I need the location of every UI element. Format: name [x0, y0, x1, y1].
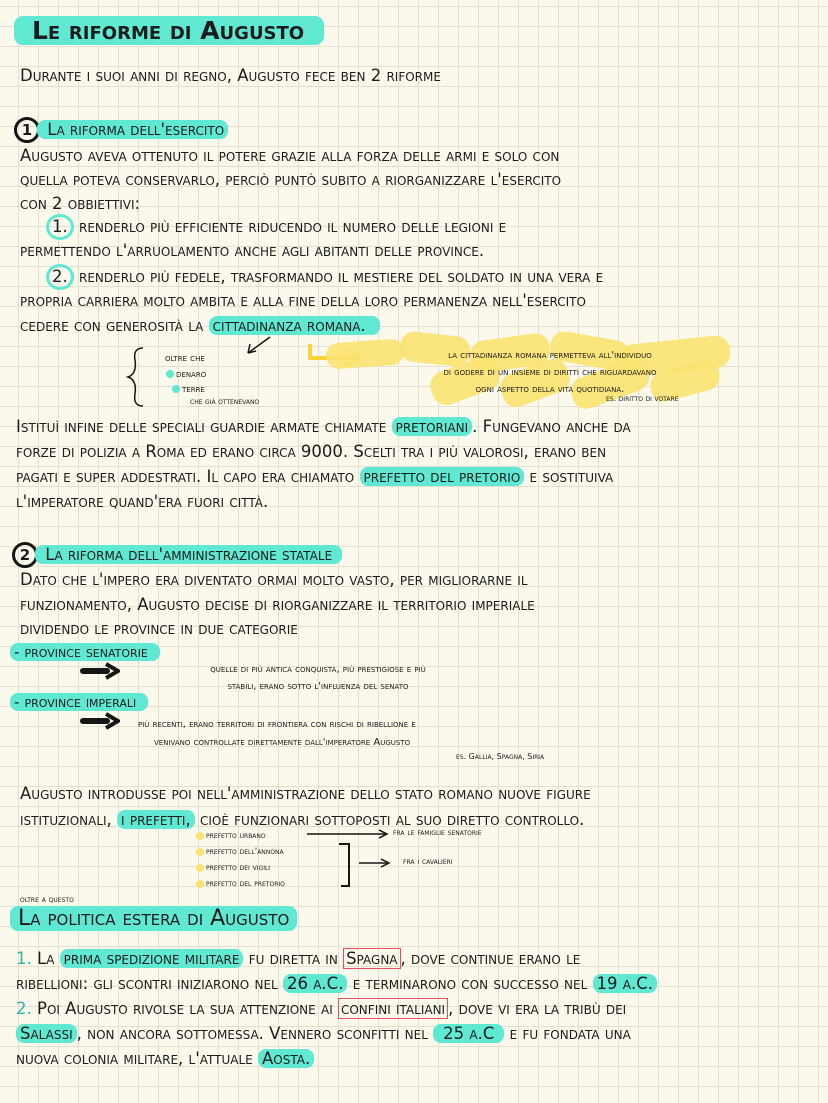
gia-ottenevano: che già ottenevano	[190, 397, 260, 406]
arrow-head-icon	[104, 662, 120, 680]
section2-title: La riforma dell'amministrazione statale	[35, 545, 342, 564]
objective-2-text: renderlo più fedele, trasformando il mestiere del soldato in una vera e	[79, 267, 604, 286]
page-title: Le riforme di Augusto	[14, 16, 324, 45]
terre-item: terre	[172, 384, 205, 395]
section1-title: La riforma dell'esercito	[37, 120, 228, 139]
pretoriani-highlight: pretoriani	[392, 417, 473, 436]
arrow-head-icon	[104, 712, 120, 730]
section2-heading	[12, 542, 342, 568]
foreign-paragraph: 1. La prima spedizione militare fu diretta in Spagna , dove continue erano le ribellioni: gli scontri iniziarono nel 26 a.C. e terminarono con successo nel 19 a.C. 2. Poi Augusto rivolse la sua attenzione ai confini italiani , dove vi era la tribù dei Salassi , non ancora sottomessa. Vennero sconfitti nel 25 a.C e fu fondata una nuova colonia militare, l'attuale Aosta.	[16, 946, 657, 1071]
objective-2	[46, 264, 603, 290]
yellow-dot-icon	[196, 880, 204, 888]
salassi-highlight: Salassi	[16, 1024, 77, 1043]
intro-text: Durante i suoi anni di regno, Augusto fece ben 2 riforme	[20, 66, 441, 85]
oltre-questo: oltre a questo	[20, 895, 74, 905]
prefetti-paragraph: Augusto introdusse poi nell'amministrazione dello stato romano nuove figure istituzionali, i prefetti, cioè funzionari sottoposti al suo diretto controllo.	[20, 784, 591, 829]
year-26-highlight: 26 a.C.	[283, 974, 347, 993]
diritto-votare: es. diritto di votare	[606, 394, 679, 403]
list-item: prefetto urbano	[196, 828, 285, 844]
year-19-highlight: 19 a.C.	[593, 974, 657, 993]
prefetti-arrows-icon	[305, 826, 395, 892]
aosta-highlight: Aosta.	[258, 1049, 314, 1068]
confini-box: confini italiani	[338, 998, 448, 1019]
objective-1-number: 1.	[46, 214, 74, 240]
cittadinanza-note: la cittadinanza romana permetteva all'individuo di godere di un insieme di diritti che riguardavano ogni aspetto della vita quotidiana.	[443, 350, 657, 395]
foreign-heading: La politica estera di Augusto	[10, 906, 297, 931]
objective-2-cont2: cedere con generosità la cittadinanza romana.	[20, 316, 380, 335]
objective-1	[46, 214, 506, 240]
spedizione-highlight: prima spedizione militare	[60, 949, 244, 968]
prefetto-pretorio-highlight: prefetto del pretorio	[360, 467, 525, 486]
arrow-up-left-icon	[240, 334, 274, 358]
spagna-box: Spagna	[343, 948, 400, 969]
objective-2-cont: propria carriera molto ambita e alla fine della loro permanenza nell'esercito	[20, 291, 586, 310]
prefetti-highlight: i prefetti,	[117, 810, 195, 829]
teal-dot-icon	[172, 385, 180, 393]
teal-dot-icon	[166, 370, 174, 378]
list-item: prefetto del pretorio	[196, 876, 285, 892]
section1-number: 1	[14, 117, 40, 143]
province-senatorie: - province senatorie	[10, 643, 160, 661]
section1-line: quella poteva conservarlo, perciò puntò subito a riorganizzare l'esercito	[20, 170, 562, 189]
list-item: prefetto dei vigili	[196, 860, 285, 876]
section1-line: con 2 obbiettivi:	[20, 194, 141, 213]
gallia-example: es. Gallia, Spagna, Siria	[456, 752, 545, 761]
objective-1-cont: permettendo l'arruolamento anche agli abitanti delle province.	[20, 241, 485, 260]
senatorie-desc: quelle di più antica conquista, più prestigiose e più stabili, erano sotto l'influenza del senato	[210, 664, 426, 692]
objective-2-number: 2.	[46, 264, 74, 290]
year-25-highlight: 25 a.C	[433, 1024, 504, 1043]
yellow-dot-icon	[196, 832, 204, 840]
denaro-item: denaro	[166, 369, 206, 380]
brace-icon	[125, 346, 147, 408]
section1-body	[20, 144, 561, 216]
province-imperali: - province imperali	[10, 693, 148, 711]
section1-line: Augusto aveva ottenuto il potere grazie alla forza delle armi e solo con	[20, 146, 560, 165]
cittadinanza-highlight: cittadinanza romana.	[209, 316, 380, 335]
oltre-che: oltre che	[165, 353, 205, 364]
fra-famiglie: fra le famiglie senatorie	[393, 828, 482, 838]
section2-body: Dato che l'impero era diventato ormai molto vasto, per migliorarne il funzionamento, Augusto decise di riorganizzare il territorio imperiale dividendo le province in due categorie	[20, 570, 535, 638]
section1-heading	[14, 117, 228, 143]
prefetti-list	[196, 828, 285, 892]
list-item: prefetto dell'annona	[196, 844, 285, 860]
pretoriani-paragraph: Istituì infine delle speciali guardie armate chiamate pretoriani . Fungevano anche da forze di polizia a Roma ed erano circa 9000. Scelti tra i più valorosi, erano ben pagati e super addestrati. Il capo era chiamato prefetto del pretorio e sostituiva l'imperatore quand'era fuori città.	[16, 417, 631, 511]
objective-1-text: renderlo più efficiente riducendo il numero delle legioni e	[79, 217, 507, 236]
yellow-dot-icon	[196, 864, 204, 872]
fra-cavalieri: fra i cavalieri	[403, 857, 453, 867]
section2-number: 2	[12, 542, 38, 568]
imperali-desc: più recenti, erano territori di frontiera con rischi di ribellione e venivano controllate direttamente dall'imperatore Augusto	[138, 719, 416, 748]
yellow-dot-icon	[196, 848, 204, 856]
